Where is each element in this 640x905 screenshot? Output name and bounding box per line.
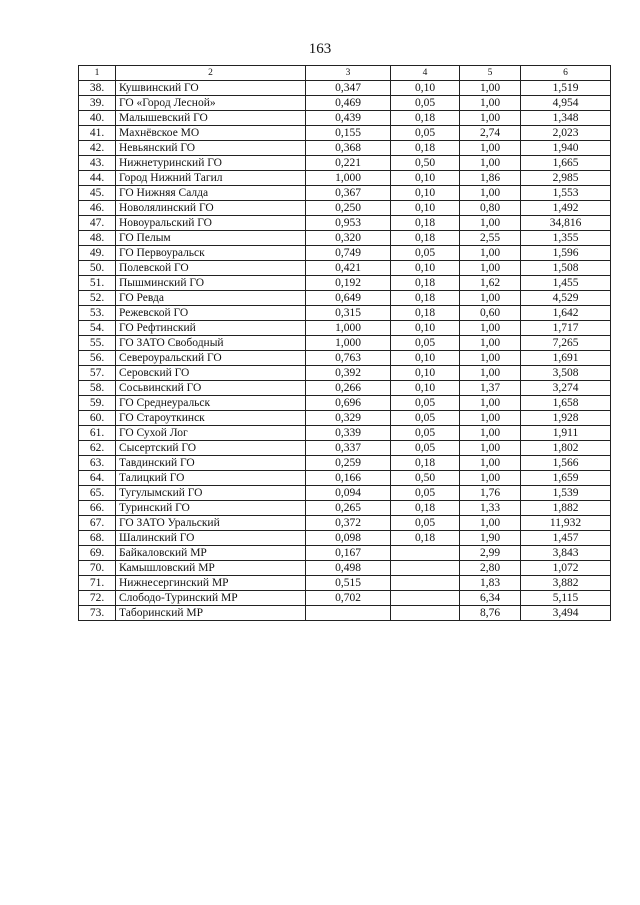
table-cell: 1,596 (521, 246, 611, 261)
table-cell: Сосьвинский ГО (116, 381, 306, 396)
column-header: 3 (306, 66, 391, 81)
table-cell (391, 561, 460, 576)
table-row (79, 456, 611, 471)
table-cell: 0,749 (306, 246, 391, 261)
table-cell: Режевской ГО (116, 306, 306, 321)
table-cell: 65. (79, 486, 116, 501)
table-cell: 47. (79, 216, 116, 231)
table-cell (391, 576, 460, 591)
table-cell: 1,76 (460, 486, 521, 501)
table-cell: 0,259 (306, 456, 391, 471)
table-cell: 0,10 (391, 186, 460, 201)
table-cell: 2,985 (521, 171, 611, 186)
table-cell: 0,05 (391, 96, 460, 111)
table-cell: 1,802 (521, 441, 611, 456)
column-header: 5 (460, 66, 521, 81)
table-cell: 1,00 (460, 396, 521, 411)
table-cell: 52. (79, 291, 116, 306)
table-cell: 1,00 (460, 81, 521, 96)
table-cell: 1,00 (460, 351, 521, 366)
table-cell: 1,00 (460, 111, 521, 126)
table-cell: 49. (79, 246, 116, 261)
table-cell: 1,00 (460, 336, 521, 351)
table-cell: 1,566 (521, 456, 611, 471)
table-cell: 4,529 (521, 291, 611, 306)
table-cell: 1,642 (521, 306, 611, 321)
table-cell: 1,553 (521, 186, 611, 201)
table-cell: Байкаловский МР (116, 546, 306, 561)
table-cell: 1,928 (521, 411, 611, 426)
table-cell: Пышминский ГО (116, 276, 306, 291)
table-cell: 0,221 (306, 156, 391, 171)
table-cell: 1,00 (460, 366, 521, 381)
table-cell: 55. (79, 336, 116, 351)
table-cell (306, 606, 391, 621)
table-cell: 1,00 (460, 156, 521, 171)
table-row (79, 531, 611, 546)
table-row (79, 261, 611, 276)
table-cell: 67. (79, 516, 116, 531)
table-cell: 1,00 (460, 261, 521, 276)
table-cell: ГО Рефтинский (116, 321, 306, 336)
table-cell: 1,911 (521, 426, 611, 441)
table-cell: Новолялинский ГО (116, 201, 306, 216)
table-cell: 0,098 (306, 531, 391, 546)
table-cell: 3,843 (521, 546, 611, 561)
table-cell: 5,115 (521, 591, 611, 606)
table-cell: 64. (79, 471, 116, 486)
table-row (79, 366, 611, 381)
column-header: 2 (116, 66, 306, 81)
table-cell: 0,18 (391, 276, 460, 291)
table-cell: 0,05 (391, 426, 460, 441)
table-cell: 60. (79, 411, 116, 426)
table-row (79, 606, 611, 621)
table-cell: 1,658 (521, 396, 611, 411)
table-cell: 0,18 (391, 111, 460, 126)
table-cell: 0,649 (306, 291, 391, 306)
table-cell: Кушвинский ГО (116, 81, 306, 96)
table-cell: Нижнетуринский ГО (116, 156, 306, 171)
table-cell: ГО «Город Лесной» (116, 96, 306, 111)
table-cell: 0,953 (306, 216, 391, 231)
page-number: 163 (308, 41, 332, 57)
table-cell: 0,05 (391, 336, 460, 351)
table-cell: 1,00 (460, 441, 521, 456)
table-cell: 0,515 (306, 576, 391, 591)
table-cell: Шалинский ГО (116, 531, 306, 546)
table-cell: 0,10 (391, 81, 460, 96)
table-cell: 43. (79, 156, 116, 171)
table-cell: 1,33 (460, 501, 521, 516)
table-cell: 3,494 (521, 606, 611, 621)
table-cell: 0,18 (391, 456, 460, 471)
table-cell: 0,696 (306, 396, 391, 411)
table-cell: 0,05 (391, 126, 460, 141)
table-row (79, 156, 611, 171)
table-cell: 1,00 (460, 216, 521, 231)
table-cell: 51. (79, 276, 116, 291)
table-cell: 0,167 (306, 546, 391, 561)
table-cell: 0,10 (391, 351, 460, 366)
table-cell: 11,932 (521, 516, 611, 531)
table-cell: Туринский ГО (116, 501, 306, 516)
table-cell: 0,50 (391, 471, 460, 486)
table-row (79, 306, 611, 321)
table-cell: Полевской ГО (116, 261, 306, 276)
table-cell: 1,519 (521, 81, 611, 96)
table-cell: 0,18 (391, 141, 460, 156)
table-cell: 0,10 (391, 171, 460, 186)
table-cell: 1,000 (306, 171, 391, 186)
table-cell: 58. (79, 381, 116, 396)
table-row (79, 381, 611, 396)
table-cell: 56. (79, 351, 116, 366)
table-cell (391, 591, 460, 606)
table-row (79, 411, 611, 426)
table-cell: 59. (79, 396, 116, 411)
table-cell: 72. (79, 591, 116, 606)
table-body (79, 81, 611, 621)
table-cell: 42. (79, 141, 116, 156)
table-cell: 66. (79, 501, 116, 516)
table-cell: 2,80 (460, 561, 521, 576)
table-row (79, 516, 611, 531)
table-cell: Слободо-Туринский МР (116, 591, 306, 606)
table-cell: 0,18 (391, 501, 460, 516)
table-row (79, 231, 611, 246)
table-cell: 0,320 (306, 231, 391, 246)
table-cell: 73. (79, 606, 116, 621)
table-cell: 0,10 (391, 381, 460, 396)
table-cell: 4,954 (521, 96, 611, 111)
table-row (79, 486, 611, 501)
table-cell: 0,498 (306, 561, 391, 576)
table-cell: Сысертский ГО (116, 441, 306, 456)
table-cell: ГО Первоуральск (116, 246, 306, 261)
table-cell: 0,05 (391, 396, 460, 411)
table-cell: 70. (79, 561, 116, 576)
table-cell: 1,000 (306, 321, 391, 336)
table-cell: 0,05 (391, 411, 460, 426)
table-cell: 0,372 (306, 516, 391, 531)
table-cell: 71. (79, 576, 116, 591)
table-cell: 1,00 (460, 516, 521, 531)
table-cell: 0,421 (306, 261, 391, 276)
table-cell: 0,10 (391, 366, 460, 381)
table-cell: 0,266 (306, 381, 391, 396)
table-row (79, 291, 611, 306)
table-cell: 1,659 (521, 471, 611, 486)
table-cell: Город Нижний Тагил (116, 171, 306, 186)
table-row (79, 321, 611, 336)
table-cell: Тавдинский ГО (116, 456, 306, 471)
table-cell: 0,05 (391, 246, 460, 261)
table-cell: ГО Сухой Лог (116, 426, 306, 441)
table-cell: 0,367 (306, 186, 391, 201)
table-cell: Махнёвское МО (116, 126, 306, 141)
table-cell: 0,347 (306, 81, 391, 96)
table-cell: 2,023 (521, 126, 611, 141)
table-row (79, 276, 611, 291)
table-cell: 46. (79, 201, 116, 216)
table-cell: 53. (79, 306, 116, 321)
table-cell: 62. (79, 441, 116, 456)
table-cell: 0,18 (391, 306, 460, 321)
table-cell: 1,00 (460, 186, 521, 201)
table-row (79, 246, 611, 261)
table-cell: 0,166 (306, 471, 391, 486)
table-cell: 0,250 (306, 201, 391, 216)
table-cell: 63. (79, 456, 116, 471)
table-cell: 0,265 (306, 501, 391, 516)
table-cell: ГО Ревда (116, 291, 306, 306)
table-cell: 2,55 (460, 231, 521, 246)
table-cell (391, 546, 460, 561)
table-cell: 0,763 (306, 351, 391, 366)
column-header: 6 (521, 66, 611, 81)
table-cell: 0,10 (391, 201, 460, 216)
table-cell: 0,469 (306, 96, 391, 111)
data-table (78, 65, 611, 621)
column-header: 4 (391, 66, 460, 81)
table-cell: 0,702 (306, 591, 391, 606)
table-row (79, 141, 611, 156)
table-cell: 34,816 (521, 216, 611, 231)
table-cell: ГО ЗАТО Свободный (116, 336, 306, 351)
table-cell: 1,072 (521, 561, 611, 576)
table-cell: 44. (79, 171, 116, 186)
table-cell: 1,455 (521, 276, 611, 291)
table-cell: Таборинский МР (116, 606, 306, 621)
table-cell: 0,192 (306, 276, 391, 291)
table-cell (391, 606, 460, 621)
table-row (79, 561, 611, 576)
table-cell: 1,90 (460, 531, 521, 546)
table-cell: 2,74 (460, 126, 521, 141)
table-cell: 0,18 (391, 291, 460, 306)
table-cell: 48. (79, 231, 116, 246)
table-cell: 0,10 (391, 261, 460, 276)
table-cell: Серовский ГО (116, 366, 306, 381)
table-cell: Малышевский ГО (116, 111, 306, 126)
table-cell: 1,691 (521, 351, 611, 366)
table-cell: 0,392 (306, 366, 391, 381)
table-cell: 1,000 (306, 336, 391, 351)
table-row (79, 396, 611, 411)
table-cell: Талицкий ГО (116, 471, 306, 486)
table-cell: ГО Пелым (116, 231, 306, 246)
table-cell: 50. (79, 261, 116, 276)
table-row (79, 111, 611, 126)
table-cell: 1,940 (521, 141, 611, 156)
table-row (79, 96, 611, 111)
table-row (79, 171, 611, 186)
table-cell: 1,717 (521, 321, 611, 336)
table-cell: Нижнесергинский МР (116, 576, 306, 591)
table-cell: 6,34 (460, 591, 521, 606)
table-cell: 0,315 (306, 306, 391, 321)
table-cell: 0,339 (306, 426, 391, 441)
table-cell: 8,76 (460, 606, 521, 621)
table-cell: 0,80 (460, 201, 521, 216)
table-cell: 54. (79, 321, 116, 336)
table-row (79, 501, 611, 516)
table-header-row (79, 66, 611, 81)
table-cell: 1,00 (460, 456, 521, 471)
table-cell: 1,665 (521, 156, 611, 171)
table-row (79, 426, 611, 441)
table-cell: 1,00 (460, 246, 521, 261)
table-cell: 0,50 (391, 156, 460, 171)
table-row (79, 471, 611, 486)
table-cell: 1,492 (521, 201, 611, 216)
table-cell: 1,86 (460, 171, 521, 186)
table-row (79, 126, 611, 141)
table-cell: 39. (79, 96, 116, 111)
table-cell: 57. (79, 366, 116, 381)
table-cell: 0,329 (306, 411, 391, 426)
table-row (79, 351, 611, 366)
table-cell: 1,882 (521, 501, 611, 516)
table-cell: 1,355 (521, 231, 611, 246)
table-cell: 7,265 (521, 336, 611, 351)
table-row (79, 546, 611, 561)
table-cell: 0,439 (306, 111, 391, 126)
column-header: 1 (79, 66, 116, 81)
table-cell: 3,274 (521, 381, 611, 396)
table-cell: ГО Среднеуральск (116, 396, 306, 411)
table-cell: 0,18 (391, 231, 460, 246)
table-cell: 1,508 (521, 261, 611, 276)
table-cell: ГО Нижняя Салда (116, 186, 306, 201)
table-cell: 1,348 (521, 111, 611, 126)
table-cell: 0,18 (391, 531, 460, 546)
table-cell: 45. (79, 186, 116, 201)
table-cell: Невьянский ГО (116, 141, 306, 156)
table-cell: 2,99 (460, 546, 521, 561)
table-cell: 0,05 (391, 516, 460, 531)
table-cell: 1,83 (460, 576, 521, 591)
table-cell: Тугулымский ГО (116, 486, 306, 501)
table-cell: 0,368 (306, 141, 391, 156)
table-cell: 40. (79, 111, 116, 126)
table-cell: 61. (79, 426, 116, 441)
table-row (79, 336, 611, 351)
table-cell: 0,60 (460, 306, 521, 321)
table-cell: Североуральский ГО (116, 351, 306, 366)
table-cell: 1,00 (460, 426, 521, 441)
table-cell: 0,155 (306, 126, 391, 141)
table-cell: 38. (79, 81, 116, 96)
table-row (79, 576, 611, 591)
table-row (79, 591, 611, 606)
table-cell: 1,00 (460, 96, 521, 111)
table-cell: 0,05 (391, 441, 460, 456)
table-cell: 1,00 (460, 321, 521, 336)
table-cell: 0,05 (391, 486, 460, 501)
table-cell: 0,10 (391, 321, 460, 336)
table-cell: 1,457 (521, 531, 611, 546)
table-cell: 1,37 (460, 381, 521, 396)
table-cell: Камышловский МР (116, 561, 306, 576)
table-cell: 1,00 (460, 141, 521, 156)
table-cell: 3,508 (521, 366, 611, 381)
table-cell: Новоуральский ГО (116, 216, 306, 231)
table-cell: 3,882 (521, 576, 611, 591)
table-row (79, 201, 611, 216)
table-cell: 1,00 (460, 471, 521, 486)
table-row (79, 186, 611, 201)
table-row (79, 216, 611, 231)
table-row (79, 441, 611, 456)
table-cell: 0,18 (391, 216, 460, 231)
table-cell: 68. (79, 531, 116, 546)
table-cell: 1,00 (460, 291, 521, 306)
table-cell: 1,00 (460, 411, 521, 426)
table-cell: 0,094 (306, 486, 391, 501)
table-cell: ГО ЗАТО Уральский (116, 516, 306, 531)
table-cell: 41. (79, 126, 116, 141)
table-cell: 1,62 (460, 276, 521, 291)
table-cell: ГО Староуткинск (116, 411, 306, 426)
table-cell: 69. (79, 546, 116, 561)
table-cell: 0,337 (306, 441, 391, 456)
table-cell: 1,539 (521, 486, 611, 501)
table-row (79, 81, 611, 96)
